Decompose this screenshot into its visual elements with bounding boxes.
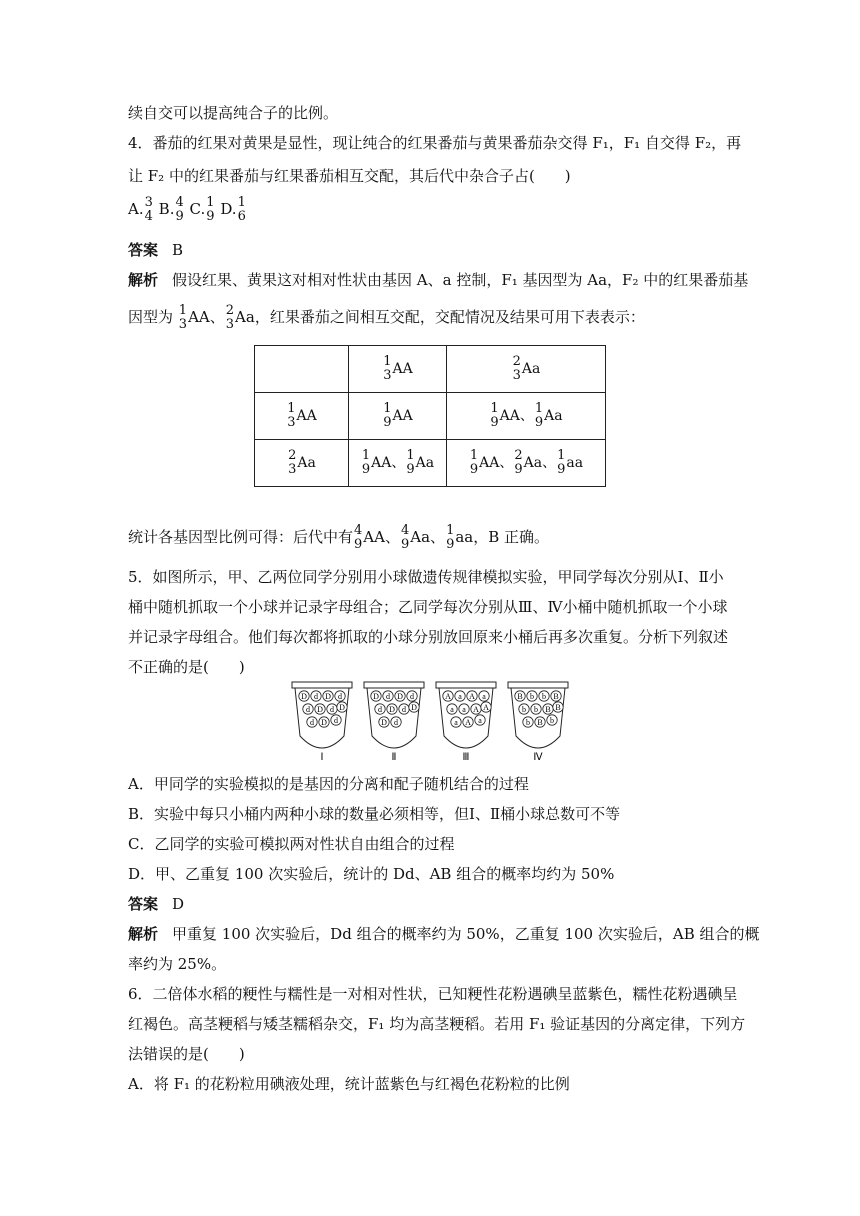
ball-label: b	[530, 692, 534, 701]
ball-label: d	[334, 716, 338, 725]
table-cell	[255, 346, 349, 393]
ball-label: B	[545, 705, 551, 714]
bucket-label: Ⅱ	[391, 752, 397, 763]
q5-stem-line4: 不正确的是( )	[128, 658, 245, 676]
bucket	[508, 682, 568, 763]
ball-label: D	[301, 692, 307, 701]
ball-label: a	[458, 692, 462, 701]
ball-label: A	[465, 718, 471, 727]
ball-label: A	[473, 705, 479, 714]
table-cell: 2 3 Aa	[255, 440, 349, 487]
table-cell: 1 9 AA、 2 9 Aa、 1 9 aa	[447, 440, 606, 487]
ball-label: d	[402, 705, 406, 714]
ball-label: A	[483, 703, 489, 712]
bucket	[292, 682, 352, 763]
bucket	[436, 682, 496, 763]
q5-stem-line3: 并记录字母组合。他们每次都将抓取的小球分别放回原来小桶后再多次重复。分析下列叙述	[128, 628, 729, 646]
q5-option-d: D．甲、乙重复 100 次实验后，统计的 Dd、AB 组合的概率均约为 50%	[128, 865, 615, 883]
q5-answer: 答案 D	[128, 895, 185, 913]
ball-label: B	[537, 718, 543, 727]
table-row	[255, 393, 606, 440]
ball-label: B	[555, 703, 561, 712]
buckets-figure	[290, 680, 580, 766]
table-cell: 1 3 AA	[255, 393, 349, 440]
q5-analysis-line2: 率约为 25%。	[128, 955, 227, 973]
ball-label: a	[450, 705, 454, 714]
bucket-label: Ⅲ	[462, 752, 470, 763]
q5-option-a: A．甲同学的实验模拟的是基因的分离和配子随机结合的过程	[128, 775, 529, 793]
q5-analysis-line1: 解析 甲重复 100 次实验后，Dd 组合的概率约为 50%，乙重复 100 次实验后，AB 组合的概	[128, 925, 760, 943]
ball-label: d	[330, 705, 334, 714]
q6-stem-line3: 法错误的是( )	[128, 1045, 245, 1063]
ball-label: a	[478, 716, 482, 725]
q4-statistics: 统计各基因型比例可得：后代中有 4 9 AA、 4 9 Aa、 1 9 aa，B 正确。	[128, 523, 550, 552]
q4-analysis-line1: 解析 假设红果、黄果这对相对性状由基因 A、a 控制，F₁ 基因型为 Aa，F₂ 中的红果番茄基	[128, 271, 749, 289]
ball-label: b	[534, 705, 538, 714]
q5-stem-line1: 5．如图所示，甲、乙两位同学分别用小球做遗传规律模拟实验，甲同学每次分别从Ⅰ、Ⅱ小	[128, 568, 724, 586]
ball-label: D	[373, 692, 379, 701]
ball-label: a	[482, 692, 486, 701]
ball-label: d	[378, 705, 382, 714]
q4-stem-line1: 4．番茄的红果对黄果是显性，现让纯合的红果番茄与黄果番茄杂交得 F₁，F₁ 自交得 F₂，再	[128, 134, 742, 152]
q6-stem-line2: 红褐色。高茎粳稻与矮茎糯稻杂交，F₁ 均为高茎粳稻。若用 F₁ 验证基因的分离定律，下列方	[128, 1015, 746, 1033]
q5-option-b: B．实验中每只小桶内两种小球的数量必须相等，但Ⅰ、Ⅱ桶小球总数可不等	[128, 805, 621, 823]
ball-label: a	[462, 705, 466, 714]
ball-label: A	[445, 692, 451, 701]
ball-label: d	[394, 718, 398, 727]
table-cell: 1 9 AA、 1 9 Aa	[349, 440, 447, 487]
ball-label: d	[338, 692, 342, 701]
ball-label: d	[314, 692, 318, 701]
ball-label: d	[410, 692, 414, 701]
ball-label: B	[517, 692, 523, 701]
option-c: C. 1 9	[189, 195, 215, 224]
q6-stem-line1: 6．二倍体水稻的粳性与糯性是一对相对性状，已知粳性花粉遇碘呈蓝紫色，糯性花粉遇碘呈	[128, 985, 738, 1003]
q5-stem-line2: 桶中随机抓取一个小球并记录字母组合；乙同学每次分别从Ⅲ、Ⅳ小桶中随机抓取一个小球	[128, 598, 728, 616]
q5-option-c: C．乙同学的实验可模拟两对性状自由组合的过程	[128, 835, 455, 853]
table-cell: 1 9 AA	[349, 393, 447, 440]
bucket	[364, 682, 424, 763]
ball-label: a	[454, 718, 458, 727]
text-line: 续自交可以提高纯合子的比例。	[128, 104, 339, 122]
q6-option-a: A．将 F₁ 的花粉粒用碘液处理，统计蓝紫色与红褐色花粉粒的比例	[128, 1075, 570, 1093]
ball-label: D	[339, 703, 345, 712]
table-row	[255, 440, 606, 487]
ball-label: b	[522, 705, 526, 714]
ball-label: d	[310, 718, 314, 727]
ball-label: B	[553, 692, 559, 701]
ball-label: D	[325, 692, 331, 701]
q4-stem-line2: 让 F₂ 中的红果番茄与红果番茄相互交配，其后代中杂合子占( )	[128, 167, 571, 185]
q4-analysis-line2: 因型为 1 3 AA、 2 3 Aa，红果番茄之间相互交配，交配情况及结果可用下表表示：	[128, 303, 645, 332]
cross-table	[254, 345, 606, 487]
ball-label: b	[542, 692, 546, 701]
ball-label: D	[321, 718, 327, 727]
ball-label: D	[317, 705, 323, 714]
ball-label: D	[389, 705, 395, 714]
ball-label: D	[397, 692, 403, 701]
bucket-label: Ⅳ	[533, 752, 543, 763]
ball-label: D	[381, 718, 387, 727]
option-d: D. 1 6	[220, 195, 246, 224]
table-row	[255, 346, 606, 393]
option-b: B. 4 9	[158, 195, 184, 224]
ball-label: D	[411, 703, 417, 712]
q4-options	[128, 196, 247, 224]
ball-label: A	[469, 692, 475, 701]
ball-label: b	[526, 718, 530, 727]
table-cell: 1 9 AA、 1 9 Aa	[447, 393, 606, 440]
ball-label: d	[386, 692, 390, 701]
bucket-label: Ⅰ	[320, 752, 324, 763]
option-a: A. 3 4	[128, 195, 153, 224]
table-cell: 1 3 AA	[349, 346, 447, 393]
ball-label: b	[550, 716, 554, 725]
q4-answer: 答案 B	[128, 241, 184, 259]
table-cell: 2 3 Aa	[447, 346, 606, 393]
ball-label: d	[306, 705, 310, 714]
